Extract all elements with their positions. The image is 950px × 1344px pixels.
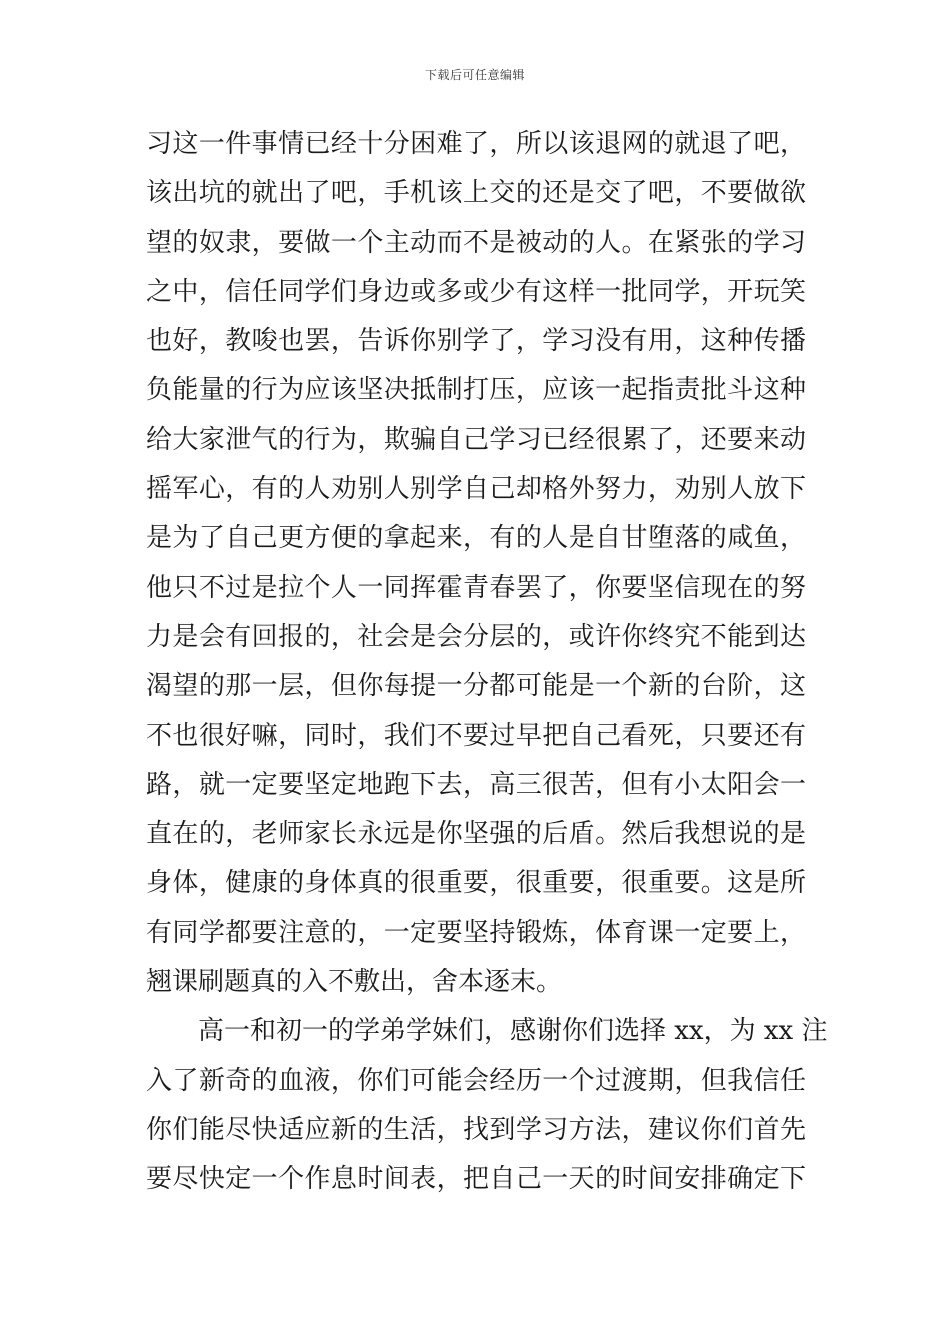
text-line: 不也很好嘛，同时，我们不要过早把自己看死，只要还有 — [146, 720, 806, 751]
text-line: 是为了自己更方便的拿起来，有的人是自甘堕落的咸鱼， — [146, 523, 806, 554]
text-line: 渴望的那一层，但你每提一分都可能是一个新的台阶，这 — [146, 671, 806, 702]
text-line: 给大家泄气的行为，欺骗自己学习已经很累了，还要来动 — [146, 424, 806, 455]
text-line: 他只不过是拉个人一同挥霍青春罢了，你要坚信现在的努 — [146, 572, 806, 603]
text-line: 之中，信任同学们身边或多或少有这样一批同学，开玩笑 — [146, 276, 806, 307]
text-line: 有同学都要注意的，一定要坚持锻炼，体育课一定要上， — [146, 917, 806, 948]
paragraph — [146, 1007, 828, 1204]
page-header: 下载后可任意编辑 — [424, 68, 525, 82]
text-line: 要尽快定一个作息时间表，把自己一天的时间安排确定下 — [146, 1164, 806, 1195]
text-line: 直在的，老师家长永远是你坚强的后盾。然后我想说的是 — [146, 819, 806, 850]
text-line: 高一和初一的学弟学妹们，感谢你们选择 xx，为 xx 注 — [198, 1016, 828, 1047]
text-line: 该出坑的就出了吧，手机该上交的还是交了吧，不要做欲 — [146, 178, 806, 209]
text-line: 路，就一定要坚定地跑下去，高三很苦，但有小太阳会一 — [146, 769, 806, 800]
text-line: 你们能尽快适应新的生活，找到学习方法，建议你们首先 — [146, 1114, 806, 1145]
text-line: 身体，健康的身体真的很重要，很重要，很重要。这是所 — [146, 868, 806, 899]
text-line: 入了新奇的血液，你们可能会经历一个过渡期，但我信任 — [146, 1065, 806, 1096]
text-line: 翘课刷题真的入不敷出，舍本逐末。 — [146, 967, 563, 998]
text-line: 习这一件事情已经十分困难了，所以该退网的就退了吧， — [146, 129, 806, 159]
text-line: 力是会有回报的，社会是会分层的，或许你终究不能到达 — [146, 621, 806, 652]
paragraph — [146, 120, 806, 1007]
text-line: 望的奴隶，要做一个主动而不是被动的人。在紧张的学习 — [146, 227, 806, 258]
document-body — [146, 120, 828, 1205]
text-line: 负能量的行为应该坚决抵制打压，应该一起指责批斗这种 — [146, 375, 806, 406]
text-line: 也好，教唆也罢，告诉你别学了，学习没有用，这种传播 — [146, 326, 806, 357]
text-line: 摇军心，有的人劝别人别学自己却格外努力，劝别人放下 — [146, 474, 806, 505]
